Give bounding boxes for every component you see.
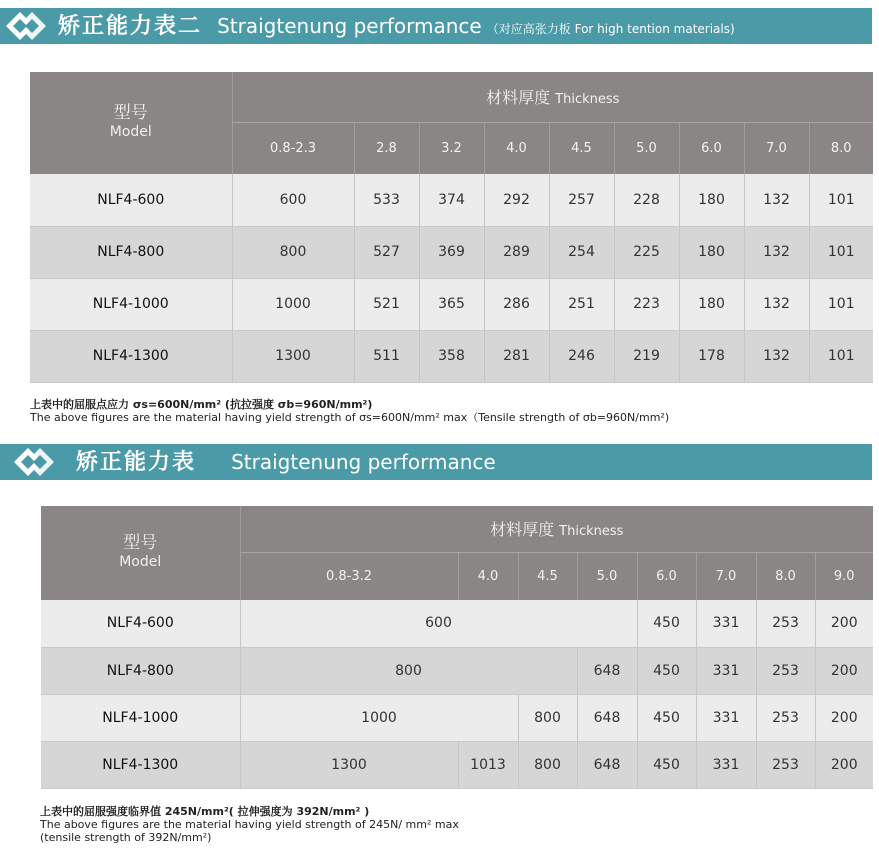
section1-note (30, 398, 669, 424)
value-cell: 253 (756, 741, 815, 788)
value-cell: 800 (518, 741, 577, 788)
table-row (30, 226, 873, 278)
value-cell: 180 (679, 226, 744, 278)
value-cell: 132 (744, 226, 809, 278)
section1-title-note: （对应高张力板 For high tention materials) (486, 22, 735, 36)
thickness-header-cn: 材料厚度 (486, 88, 551, 108)
value-cell: 450 (637, 647, 696, 694)
thickness-col-header: 5.0 (614, 122, 679, 174)
value-cell: 450 (637, 600, 696, 647)
value-cell: 200 (815, 600, 873, 647)
value-cell: 600 (232, 174, 354, 226)
value-cell: 200 (815, 694, 873, 741)
value-cell: 180 (679, 174, 744, 226)
thickness-col-header: 3.2 (419, 122, 484, 174)
table-row (30, 278, 873, 330)
value-cell: 648 (577, 694, 637, 741)
thickness-header-en: Thickness (559, 524, 624, 540)
model-cell: NLF4-600 (30, 174, 232, 226)
performance-table-1 (30, 72, 873, 383)
thickness-col-header: 2.8 (354, 122, 419, 174)
thickness-col-header: 9.0 (815, 552, 873, 600)
value-cell: 521 (354, 278, 419, 330)
model-cell: NLF4-800 (41, 647, 240, 694)
section1-note-cn: 上表中的屈服点应力 σs=600N/mm² (抗拉强度 σb=960N/mm²) (30, 398, 373, 411)
value-cell: 331 (696, 647, 756, 694)
thickness-col-header: 5.0 (577, 552, 637, 600)
value-cell: 365 (419, 278, 484, 330)
value-cell: 533 (354, 174, 419, 226)
value-cell: 374 (419, 174, 484, 226)
value-cell: 289 (484, 226, 549, 278)
table-row (41, 647, 873, 694)
value-cell: 648 (577, 741, 637, 788)
thickness-col-header: 0.8-2.3 (232, 122, 354, 174)
value-cell: 331 (696, 741, 756, 788)
model-header-cn: 型号 (123, 533, 158, 553)
thickness-header-cn: 材料厚度 (490, 520, 555, 540)
value-cell: 450 (637, 741, 696, 788)
value-cell: 800 (240, 647, 577, 694)
section1-title-en: Straigtenung performance (217, 14, 482, 38)
model-header-cn: 型号 (113, 103, 148, 123)
table-row (41, 600, 873, 647)
table-row (30, 330, 873, 382)
brand-logo-icon (6, 12, 46, 40)
thickness-col-header: 8.0 (809, 122, 873, 174)
value-cell: 180 (679, 278, 744, 330)
value-cell: 331 (696, 694, 756, 741)
thickness-col-header: 8.0 (756, 552, 815, 600)
model-cell: NLF4-600 (41, 600, 240, 647)
section2-title-cn: 矫正能力表 (76, 450, 197, 475)
section2-note-en2: (tensile strength of 392N/mm²) (40, 831, 212, 844)
value-cell: 101 (809, 174, 873, 226)
value-cell: 331 (696, 600, 756, 647)
value-cell: 200 (815, 647, 873, 694)
value-cell: 286 (484, 278, 549, 330)
table-row (41, 694, 873, 741)
performance-table-2 (41, 506, 873, 789)
value-cell: 1300 (232, 330, 354, 382)
value-cell: 511 (354, 330, 419, 382)
model-header (30, 72, 232, 174)
thickness-col-header: 4.5 (549, 122, 614, 174)
value-cell: 101 (809, 226, 873, 278)
thickness-col-header: 4.5 (518, 552, 577, 600)
value-cell: 132 (744, 174, 809, 226)
value-cell: 1013 (458, 741, 518, 788)
thickness-header-en: Thickness (555, 92, 620, 108)
section2-banner (0, 444, 872, 480)
section2-note (40, 805, 459, 844)
model-cell: NLF4-1300 (30, 330, 232, 382)
value-cell: 132 (744, 278, 809, 330)
value-cell: 800 (518, 694, 577, 741)
thickness-col-header: 7.0 (744, 122, 809, 174)
thickness-col-header: 4.0 (484, 122, 549, 174)
value-cell: 178 (679, 330, 744, 382)
value-cell: 251 (549, 278, 614, 330)
table-row (41, 741, 873, 788)
section2-note-en1: The above figures are the material having yield strength of 245N/ mm² max (40, 818, 459, 831)
thickness-header (232, 72, 873, 122)
value-cell: 358 (419, 330, 484, 382)
model-cell: NLF4-1000 (30, 278, 232, 330)
value-cell: 246 (549, 330, 614, 382)
value-cell: 200 (815, 741, 873, 788)
value-cell: 527 (354, 226, 419, 278)
value-cell: 101 (809, 330, 873, 382)
model-cell: NLF4-1000 (41, 694, 240, 741)
value-cell: 648 (577, 647, 637, 694)
thickness-col-header: 4.0 (458, 552, 518, 600)
value-cell: 369 (419, 226, 484, 278)
value-cell: 219 (614, 330, 679, 382)
value-cell: 1000 (240, 694, 518, 741)
value-cell: 253 (756, 600, 815, 647)
value-cell: 257 (549, 174, 614, 226)
thickness-col-header: 0.8-3.2 (240, 552, 458, 600)
brand-logo-icon (14, 448, 54, 476)
value-cell: 281 (484, 330, 549, 382)
thickness-col-header: 6.0 (679, 122, 744, 174)
section1-note-en: The above figures are the material having yield strength of σs=600N/mm² max（Tensile strength of σb=960N/mm²) (30, 411, 670, 424)
thickness-col-header: 6.0 (637, 552, 696, 600)
section1-banner (0, 8, 872, 44)
model-header-en: Model (109, 124, 152, 140)
thickness-col-header: 7.0 (696, 552, 756, 600)
table-row (30, 174, 873, 226)
value-cell: 1300 (240, 741, 458, 788)
value-cell: 1000 (232, 278, 354, 330)
value-cell: 228 (614, 174, 679, 226)
model-header (41, 506, 240, 600)
value-cell: 800 (232, 226, 354, 278)
value-cell: 225 (614, 226, 679, 278)
value-cell: 101 (809, 278, 873, 330)
model-cell: NLF4-1300 (41, 741, 240, 788)
section2-note-cn: 上表中的屈服强度临界值 245N/mm²( 拉伸强度为 392N/mm² ) (40, 805, 370, 818)
value-cell: 450 (637, 694, 696, 741)
value-cell: 223 (614, 278, 679, 330)
value-cell: 292 (484, 174, 549, 226)
section2-title-en: Straigtenung performance (231, 450, 496, 474)
thickness-header (240, 506, 873, 552)
value-cell: 253 (756, 694, 815, 741)
value-cell: 600 (240, 600, 637, 647)
value-cell: 132 (744, 330, 809, 382)
value-cell: 254 (549, 226, 614, 278)
model-cell: NLF4-800 (30, 226, 232, 278)
section1-title-cn: 矫正能力表二 (58, 14, 203, 39)
model-header-en: Model (119, 554, 162, 570)
value-cell: 253 (756, 647, 815, 694)
